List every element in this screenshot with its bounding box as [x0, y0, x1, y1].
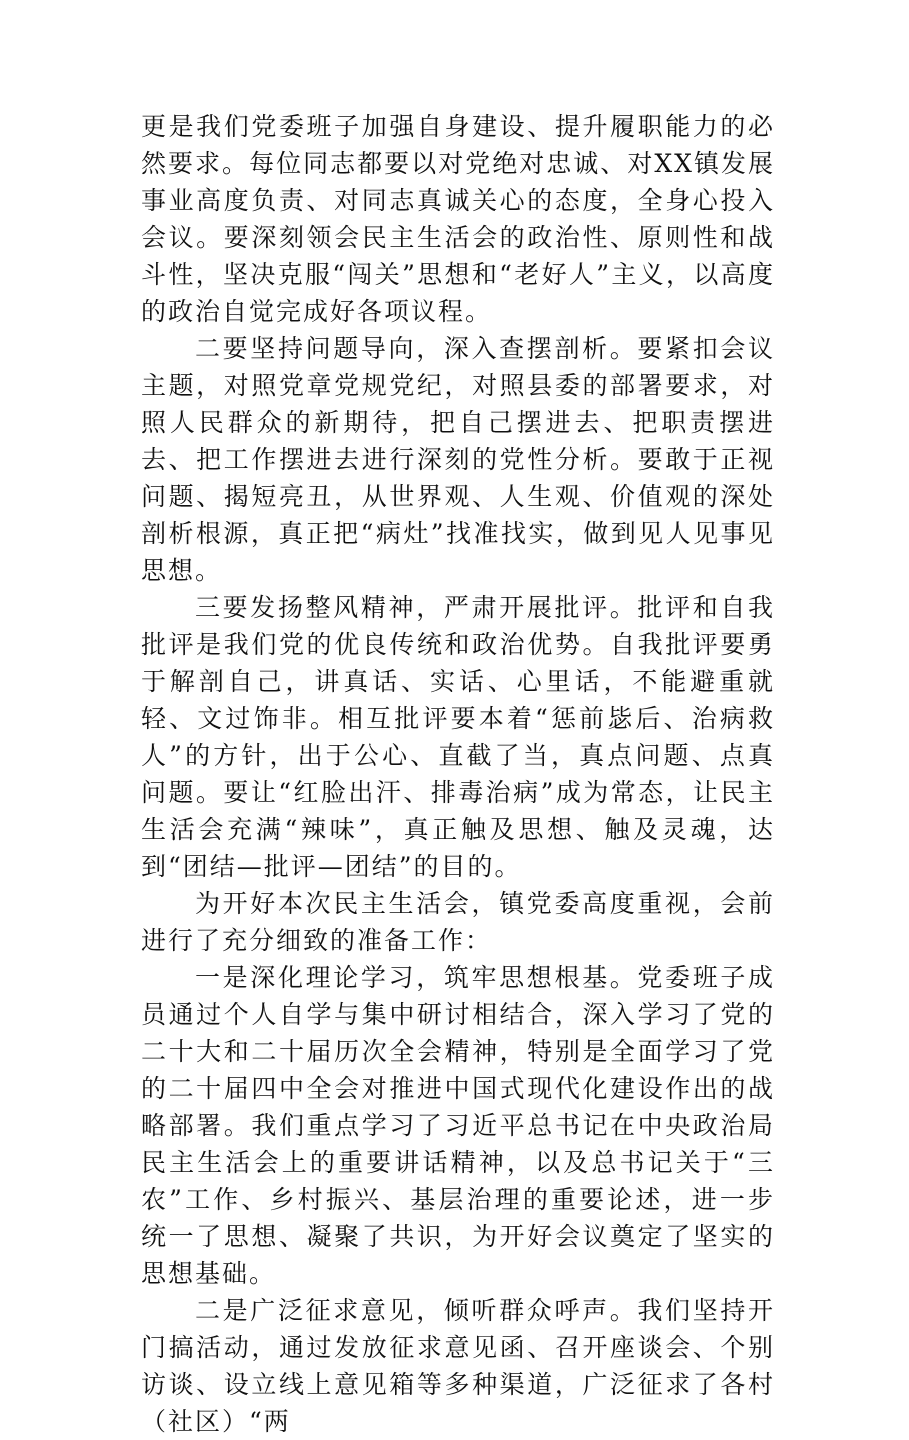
paragraph-2: 二要坚持问题导向，深入查摆剖析。要紧扣会议主题，对照党章党规党纪，对照县委的部署要求，对照人民群众的新期待，把自己摆进去、把职责摆进去、把工作摆进去进行深刻的党性分析。要敢于正视问题、揭短亮丑，从世界观、人生观、价值观的深处剖析根源，真正把“病灶”找准找实，做到见人见事见思想。 [141, 334, 775, 585]
paragraph-3: 三要发扬整风精神，严肃开展批评。批评和自我批评是我们党的优良传统和政治优势。自我批评要勇于解剖自己，讲真话、实话、心里话，不能避重就轻、文过饰非。相互批评要本着“惩前毖后、治病救人”的方针，出于公心、直截了当，真点问题、点真问题。要让“红脸出汗、排毒治病”成为常态，让民主生活会充满“辣味”，真正触及思想、触及灵魂，达到“团结—批评—团结”的目的。 [141, 593, 775, 881]
paragraph-4: 为开好本次民主生活会，镇党委高度重视，会前进行了充分细致的准备工作： [141, 889, 775, 955]
paragraph-1: 更是我们党委班子加强自身建设、提升履职能力的必然要求。每位同志都要以对党绝对忠诚、对XX镇发展事业高度负责、对同志真诚关心的态度，全身心投入会议。要深刻领会民主生活会的政治性、原则性和战斗性，坚决克服“闯关”思想和“老好人”主义，以高度的政治自觉完成好各项议程。 [141, 112, 775, 326]
document-body [141, 108, 775, 1440]
paragraph-6: 二是广泛征求意见，倾听群众呼声。我们坚持开门搞活动，通过发放征求意见函、召开座谈会、个别访谈、设立线上意见箱等多种渠道，广泛征求了各村（社区）“两 [141, 1296, 775, 1436]
paragraph-5: 一是深化理论学习，筑牢思想根基。党委班子成员通过个人自学与集中研讨相结合，深入学习了党的二十大和二十届历次全会精神，特别是全面学习了党的二十届四中全会对推进中国式现代化建设作出的战略部署。我们重点学习了习近平总书记在中央政治局民主生活会上的重要讲话精神，以及总书记关于“三农”工作、乡村振兴、基层治理的重要论述，进一步统一了思想、凝聚了共识，为开好会议奠定了坚实的思想基础。 [141, 963, 775, 1288]
